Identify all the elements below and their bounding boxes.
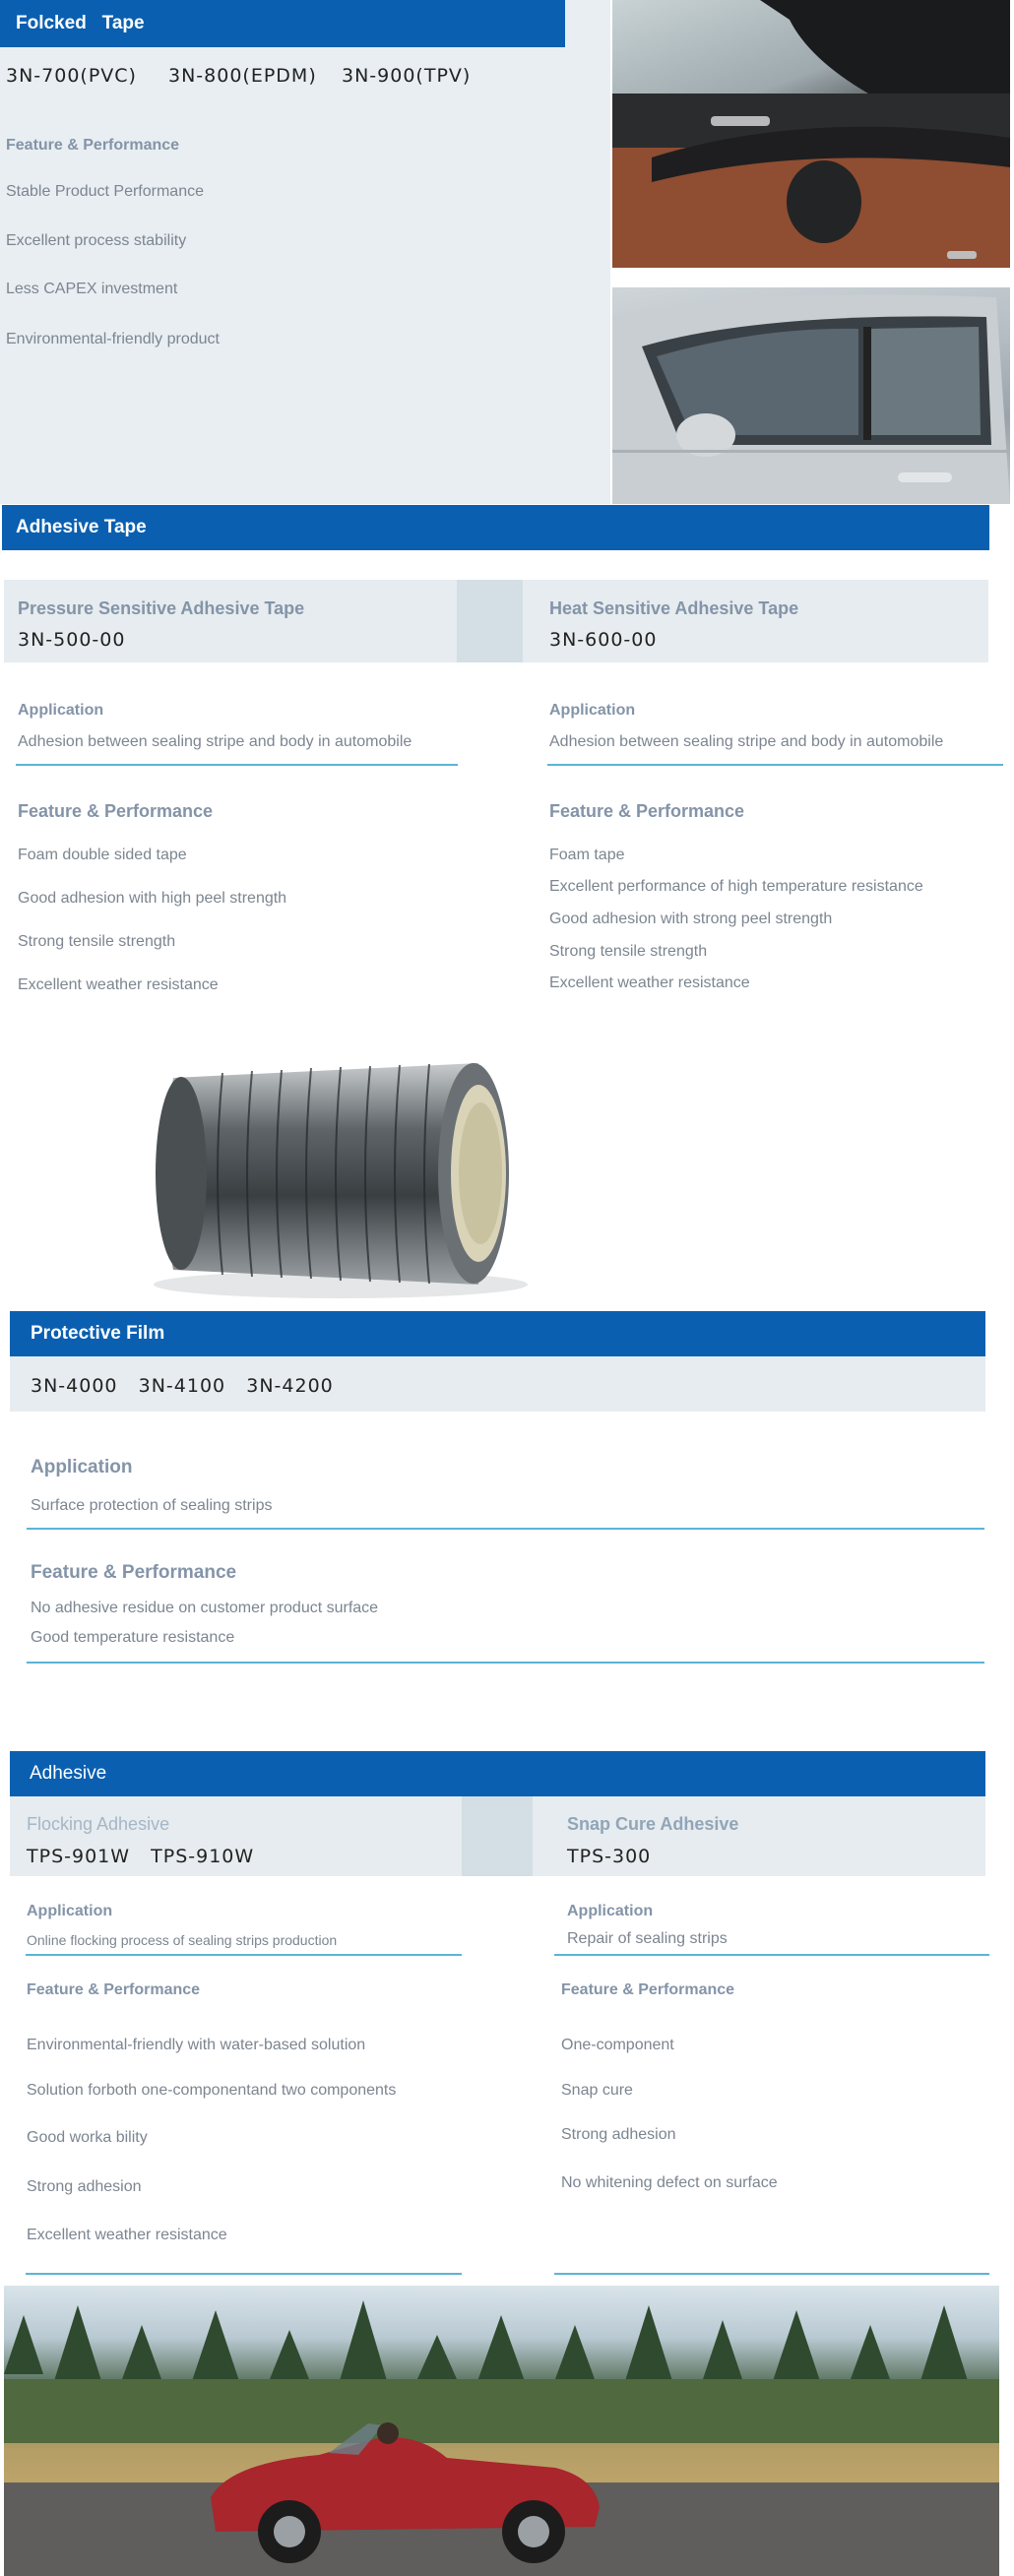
convertible-car-photo <box>4 2286 999 2576</box>
panel-divider <box>457 580 523 662</box>
protective-film-models: 3N-4000 3N-4100 3N-4200 <box>31 1375 334 1397</box>
pressure-tape-feature-2: Good adhesion with high peel strength <box>18 890 287 907</box>
heat-tape-feature-2: Excellent performance of high temperature resistance <box>549 878 923 895</box>
flocked-feature-3: Less CAPEX investment <box>6 281 178 297</box>
snap-cure-feature-1: One-component <box>561 2037 674 2053</box>
flocked-tape-title: Folcked Tape <box>0 0 565 47</box>
flocked-feature-4: Environmental-friendly product <box>6 331 220 347</box>
car-window-photo <box>612 287 1010 504</box>
flocking-adhesive-code: TPS-901W TPS-910W <box>27 1846 255 1867</box>
divider <box>554 1954 989 1956</box>
heat-tape-feature-4: Strong tensile strength <box>549 943 708 960</box>
flocked-model-2: 3N-800(EPDM) <box>168 65 317 87</box>
heat-tape-feature-1: Foam tape <box>549 847 625 863</box>
divider <box>26 2273 462 2275</box>
pressure-tape-feature-3: Strong tensile strength <box>18 933 176 950</box>
pressure-tape-name: Pressure Sensitive Adhesive Tape <box>18 598 305 618</box>
heat-tape-application: Adhesion between sealing stripe and body in automobile <box>549 733 944 750</box>
adhesive-tape-title: Adhesive Tape <box>2 505 989 550</box>
divider <box>27 1528 984 1530</box>
divider <box>16 764 458 766</box>
flocking-feature-2: Solution forboth one-componentand two components <box>27 2082 397 2099</box>
divider <box>27 1662 984 1664</box>
tape-roll-image <box>134 1038 547 1304</box>
pressure-tape-feature-1: Foam double sided tape <box>18 847 187 863</box>
pressure-tape-feature-heading: Feature & Performance <box>18 801 214 821</box>
flocking-feature-4: Strong adhesion <box>27 2178 142 2195</box>
pressure-tape-code: 3N-500-00 <box>18 629 126 651</box>
flocking-application-heading: Application <box>27 1903 113 1919</box>
heat-tape-feature-5: Excellent weather resistance <box>549 974 750 991</box>
snap-cure-feature-2: Snap cure <box>561 2082 633 2099</box>
flocking-application: Online flocking process of sealing strips production <box>27 1932 338 1948</box>
snap-cure-feature-3: Strong adhesion <box>561 2126 676 2143</box>
heat-tape-code: 3N-600-00 <box>549 629 658 651</box>
heat-tape-application-heading: Application <box>549 702 636 719</box>
flocked-feature-1: Stable Product Performance <box>6 183 204 200</box>
flocked-feature-2: Excellent process stability <box>6 232 187 249</box>
flocked-model-1: 3N-700(PVC) <box>6 65 137 87</box>
adhesive-title: Adhesive <box>10 1751 985 1796</box>
flocking-adhesive-name: Flocking Adhesive <box>27 1814 170 1834</box>
pressure-tape-feature-4: Excellent weather resistance <box>18 976 219 993</box>
protective-film-application-heading: Application <box>31 1457 133 1477</box>
divider <box>547 764 1003 766</box>
pressure-tape-application-heading: Application <box>18 702 104 719</box>
pressure-tape-application: Adhesion between sealing stripe and body in automobile <box>18 733 412 750</box>
snap-cure-application-heading: Application <box>567 1903 654 1919</box>
heat-tape-feature-3: Good adhesion with strong peel strength <box>549 911 833 927</box>
snap-cure-name: Snap Cure Adhesive <box>567 1814 739 1834</box>
snap-cure-feature-4: No whitening defect on surface <box>561 2174 778 2191</box>
car-interior-photo <box>612 0 1010 268</box>
flocked-feature-heading: Feature & Performance <box>6 137 180 154</box>
flocking-feature-3: Good worka bility <box>27 2129 148 2146</box>
flocking-feature-1: Environmental-friendly with water-based solution <box>27 2037 366 2053</box>
heat-tape-feature-heading: Feature & Performance <box>549 801 745 821</box>
flocking-feature-5: Excellent weather resistance <box>27 2227 227 2243</box>
heat-tape-name: Heat Sensitive Adhesive Tape <box>549 598 799 618</box>
protective-film-feature-heading: Feature & Performance <box>31 1562 237 1583</box>
divider <box>554 2273 989 2275</box>
divider <box>26 1954 462 1956</box>
snap-cure-code: TPS-300 <box>567 1846 652 1867</box>
snap-cure-feature-heading: Feature & Performance <box>561 1981 735 1998</box>
snap-cure-application: Repair of sealing strips <box>567 1930 728 1947</box>
flocked-model-3: 3N-900(TPV) <box>342 65 472 87</box>
panel-divider <box>462 1796 533 1876</box>
protective-film-title: Protective Film <box>10 1311 985 1356</box>
protective-film-feature-2: Good temperature resistance <box>31 1629 235 1646</box>
protective-film-feature-1: No adhesive residue on customer product surface <box>31 1600 379 1616</box>
flocking-feature-heading: Feature & Performance <box>27 1981 201 1998</box>
protective-film-application: Surface protection of sealing strips <box>31 1497 273 1514</box>
